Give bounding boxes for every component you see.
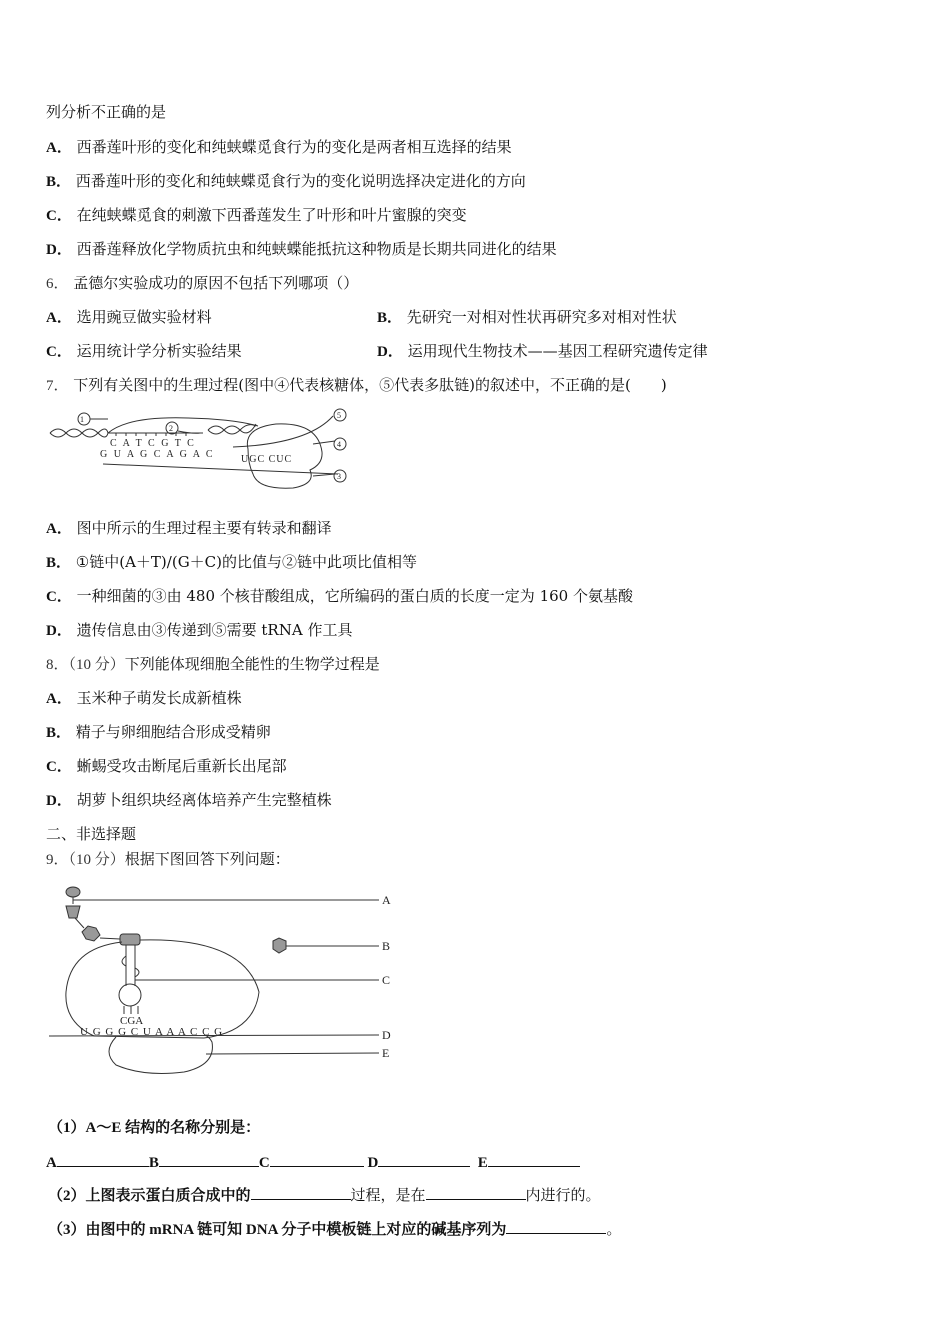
blank-e[interactable] [488, 1152, 580, 1167]
blank-d[interactable] [378, 1152, 470, 1167]
q7-stem: 7． 下列有关图中的生理过程(图中④代表核糖体，⑤代表多肽链)的叙述中，不正确的是( ) [46, 376, 667, 394]
q5-option-d: D． 西番莲释放化学物质抗虫和纯蛱蝶能抵抗这种物质是长期共同进化的结果 [46, 240, 557, 258]
figure-label-4: 4 [337, 440, 341, 449]
q9-sub1: （1）A～E 结构的名称分别是： [48, 1120, 261, 1136]
q6-option-c: C． 运用统计学分析实验结果 [46, 342, 242, 360]
q8-option-c: C． 蜥蜴受攻击断尾后重新长出尾部 [46, 757, 287, 775]
anticodon-sequence: CGA [120, 1015, 144, 1027]
blank-a[interactable] [57, 1152, 149, 1167]
dna-strand-sequence: C A T C G T C [110, 438, 196, 449]
section-heading: 二、非选择题 [46, 825, 137, 843]
q6-options-row2 [46, 341, 906, 362]
blank-process[interactable] [251, 1185, 351, 1200]
q6-option-b: B． 先研究一对相对性状再研究多对相对性状 [377, 308, 677, 326]
q9-translation-figure [44, 882, 404, 1082]
q8-option-b: B． 精子与卵细胞结合形成受精卵 [46, 723, 271, 741]
q9-answer-blanks: A B C D E [46, 1152, 580, 1173]
figure-label-c: C [382, 973, 391, 987]
q6-stem: 6． 孟德尔实验成功的原因不包括下列哪项（） [46, 274, 359, 292]
figure-label-5: 5 [337, 411, 341, 420]
figure-label-a: A [382, 893, 391, 907]
q8-stem: 8．（10 分）下列能体现细胞全能性的生物学过程是 [46, 655, 380, 673]
q7-option-b: B． ①链中(A＋T)/(G＋C)的比值与②链中此项比值相等 [46, 553, 418, 571]
blank-b[interactable] [159, 1152, 259, 1167]
q9-sub3: （3）由图中的 mRNA 链可知 DNA 分子中模板链上对应的碱基序列为 。 [48, 1220, 622, 1238]
q7-transcription-translation-figure [48, 404, 368, 494]
figure-label-2: 2 [169, 424, 173, 433]
q7-option-d: D． 遗传信息由③传递到⑤需要 tRNA 作工具 [46, 621, 353, 639]
q5-stem-tail: 列分析不正确的是 [46, 103, 167, 121]
q6-option-a: A． 选用豌豆做实验材料 [46, 308, 212, 326]
q6-option-d: D． 运用现代生物技术——基因工程研究遗传定律 [377, 342, 708, 360]
q9-sub2: （2）上图表示蛋白质合成中的 过程，是在 内进行的。 [48, 1186, 601, 1204]
q8-option-a: A． 玉米种子萌发长成新植株 [46, 689, 242, 707]
q6-options-row1 [46, 307, 906, 328]
figure-label-e: E [382, 1046, 390, 1060]
figure-label-b: B [382, 939, 391, 953]
figure-label-1: 1 [80, 415, 84, 424]
q8-option-d: D． 胡萝卜组织块经离体培养产生完整植株 [46, 791, 332, 809]
rna-strand-sequence: G U A G C A G A C [100, 449, 215, 460]
ribosome-sequence: UGC CUC [241, 454, 293, 465]
blank-location[interactable] [426, 1185, 526, 1200]
figure-label-3: 3 [337, 472, 341, 481]
q7-option-a: A． 图中所示的生理过程主要有转录和翻译 [46, 519, 332, 537]
q9-stem: 9．（10 分）根据下图回答下列问题： [46, 850, 290, 868]
figure-label-d: D [382, 1028, 391, 1042]
mrna-sequence: U G G G C U A A A C C G [80, 1026, 224, 1038]
q7-option-c: C． 一种细菌的③由 480 个核苷酸组成，它所编码的蛋白质的长度一定为 160 个氨基酸 [46, 587, 633, 605]
blank-c[interactable] [270, 1152, 364, 1167]
q5-option-a: A． 西番莲叶形的变化和纯蛱蝶觅食行为的变化是两者相互选择的结果 [46, 138, 512, 156]
blank-sequence[interactable] [506, 1219, 606, 1234]
q5-option-b: B． 西番莲叶形的变化和纯蛱蝶觅食行为的变化说明选择决定进化的方向 [46, 172, 526, 190]
q5-option-c: C． 在纯蛱蝶觅食的刺激下西番莲发生了叶形和叶片蜜腺的突变 [46, 206, 467, 224]
